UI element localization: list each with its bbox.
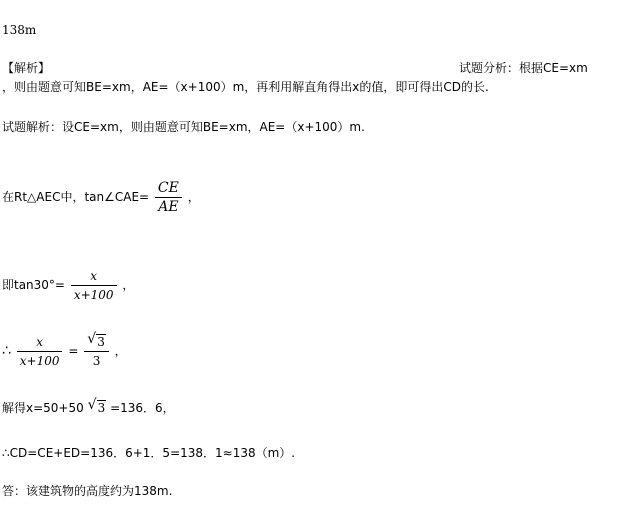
equals-sign: = [68,344,79,358]
hint-cd: CD [443,80,462,94]
ratio-fraction-right [84,331,109,369]
step-2-prefix: 即tan30°= [2,278,65,292]
hint-lead: 试题分析：根据 [459,61,544,75]
sqrt-3-inline-arg: 3 [97,401,106,415]
step-2 [2,268,134,303]
solution-text-1: ，则由题意可知 [118,120,203,134]
ratio-fraction-left [17,334,63,369]
step-1-suffix: ， [187,190,200,204]
therefore-symbol: ∴ [2,343,11,359]
solution-text-2: ，AE=（x+100）m. [247,120,365,134]
conclusion-line [2,483,172,499]
tan30-numerator: x [90,269,98,283]
hint-text-4: 的长. [461,80,489,94]
step-4-suffix: =136．6， [110,401,175,415]
ratio-left-numerator: x [36,335,43,349]
hint-text-2: ，AE=（x+100）m，再利用解直角得出 [130,80,353,94]
conclusion-text: 答：该建筑物的高度约为 [2,484,135,498]
hint-text-1: ，则由题意可知 [2,80,87,94]
tan-fraction-numerator: CE [157,180,179,196]
conclusion-value: 138m [134,484,169,498]
step-4 [2,397,175,416]
tan30-fraction [71,268,117,303]
step-1-prefix: 在Rt△AEC中，tan∠CAE= [2,190,150,204]
answer-line [2,22,36,38]
step-4-prefix: 解得x=50+50 [2,401,84,415]
tan-fraction-denominator: AE [155,197,182,215]
conclusion-end: . [168,484,173,498]
solution-ce: CE=xm [74,120,119,134]
hint-text-3: 的值，即可得出 [359,80,444,94]
sqrt-3-inline: √ 3 [87,397,106,415]
tan30-denominator: x+100 [71,285,117,303]
step-3 [2,331,127,369]
hint-lead-line [459,60,588,76]
step-1 [2,180,200,215]
step-3-suffix: ， [114,344,127,358]
step-5: ∴CD=CE+ED=136．6+1．5=138．1≈138（m）. [2,446,296,460]
answer-value: 138m [2,23,37,37]
hint-be: BE=xm [86,80,131,94]
hint-line [2,79,489,95]
sqrt-3: √ 3 [87,331,105,349]
ratio-right-numerator [84,331,109,351]
ratio-left-denominator: x+100 [17,351,63,369]
solution-line [2,119,365,135]
solution-lead: 试题解析：设 [2,120,75,134]
ratio-right-denominator: 3 [84,351,109,369]
hint-ce: CE=xm [543,61,588,75]
analysis-label: 【解析】 [2,61,51,75]
solution-be: BE=xm [202,120,248,134]
tan-fraction [155,180,182,215]
sqrt-3-arg: 3 [97,335,105,349]
step-2-suffix: ， [122,278,135,292]
hint-x: x [352,80,360,94]
